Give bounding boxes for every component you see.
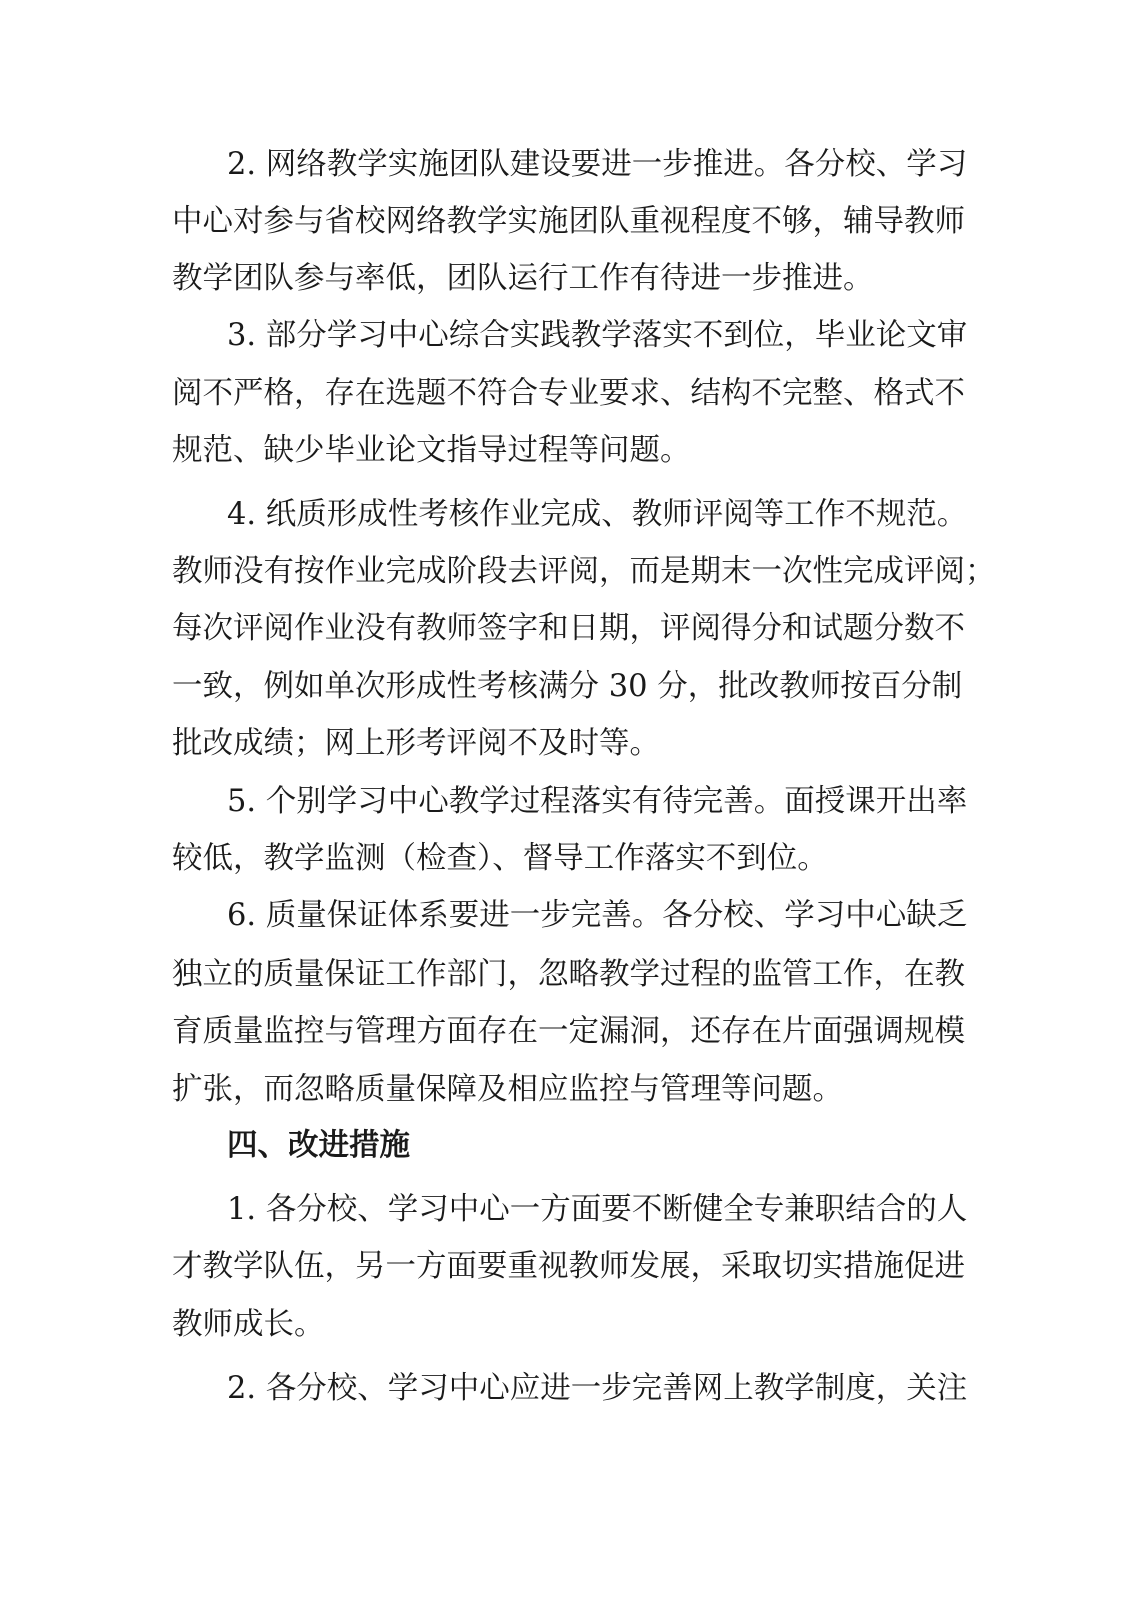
improvement-1-line-3: 教师成长。	[172, 1307, 325, 1342]
paragraph-2-line-3: 教学团队参与率低，团队运行工作有待进一步推进。	[172, 261, 874, 296]
improvement-2-line-1: 2. 各分校、学习中心应进一步完善网上教学制度，关注	[227, 1371, 968, 1406]
paragraph-3-line-3: 规范、缺少毕业论文指导过程等问题。	[172, 433, 691, 468]
paragraph-6-line-4: 扩张，而忽略质量保障及相应监控与管理等问题。	[172, 1072, 843, 1107]
improvement-1-line-2: 才教学队伍，另一方面要重视教师发展，采取切实措施促进	[172, 1249, 965, 1284]
paragraph-2-line-2: 中心对参与省校网络教学实施团队重视程度不够，辅导教师	[172, 204, 965, 239]
section-heading: 四、改进措施	[227, 1128, 410, 1163]
paragraph-6-line-3: 育质量监控与管理方面存在一定漏洞，还存在片面强调规模	[172, 1014, 965, 1049]
paragraph-3-line-2: 阅不严格，存在选题不符合专业要求、结构不完整、格式不	[172, 376, 965, 411]
paragraph-4-line-1: 4. 纸质形成性考核作业完成、教师评阅等工作不规范。	[227, 497, 968, 532]
paragraph-4-line-2: 教师没有按作业完成阶段去评阅，而是期末一次性完成评阅；	[172, 554, 996, 589]
paragraph-3-line-1: 3. 部分学习中心综合实践教学落实不到位，毕业论文审	[227, 318, 968, 353]
paragraph-4-line-5: 批改成绩；网上形考评阅不及时等。	[172, 726, 660, 761]
paragraph-6-line-2: 独立的质量保证工作部门，忽略教学过程的监管工作，在教	[172, 957, 965, 992]
paragraph-5-line-2: 较低，教学监测（检查）、督导工作落实不到位。	[172, 841, 828, 876]
paragraph-6-line-1: 6. 质量保证体系要进一步完善。各分校、学习中心缺乏	[227, 898, 968, 933]
paragraph-4-line-3: 每次评阅作业没有教师签字和日期，评阅得分和试题分数不	[172, 611, 965, 646]
paragraph-4-line-4: 一致，例如单次形成性考核满分 30 分，批改教师按百分制	[172, 669, 963, 704]
paragraph-5-line-1: 5. 个别学习中心教学过程落实有待完善。面授课开出率	[227, 784, 968, 819]
improvement-1-line-1: 1. 各分校、学习中心一方面要不断健全专兼职结合的人	[227, 1192, 968, 1227]
paragraph-2-line-1: 2. 网络教学实施团队建设要进一步推进。各分校、学习	[227, 147, 968, 182]
